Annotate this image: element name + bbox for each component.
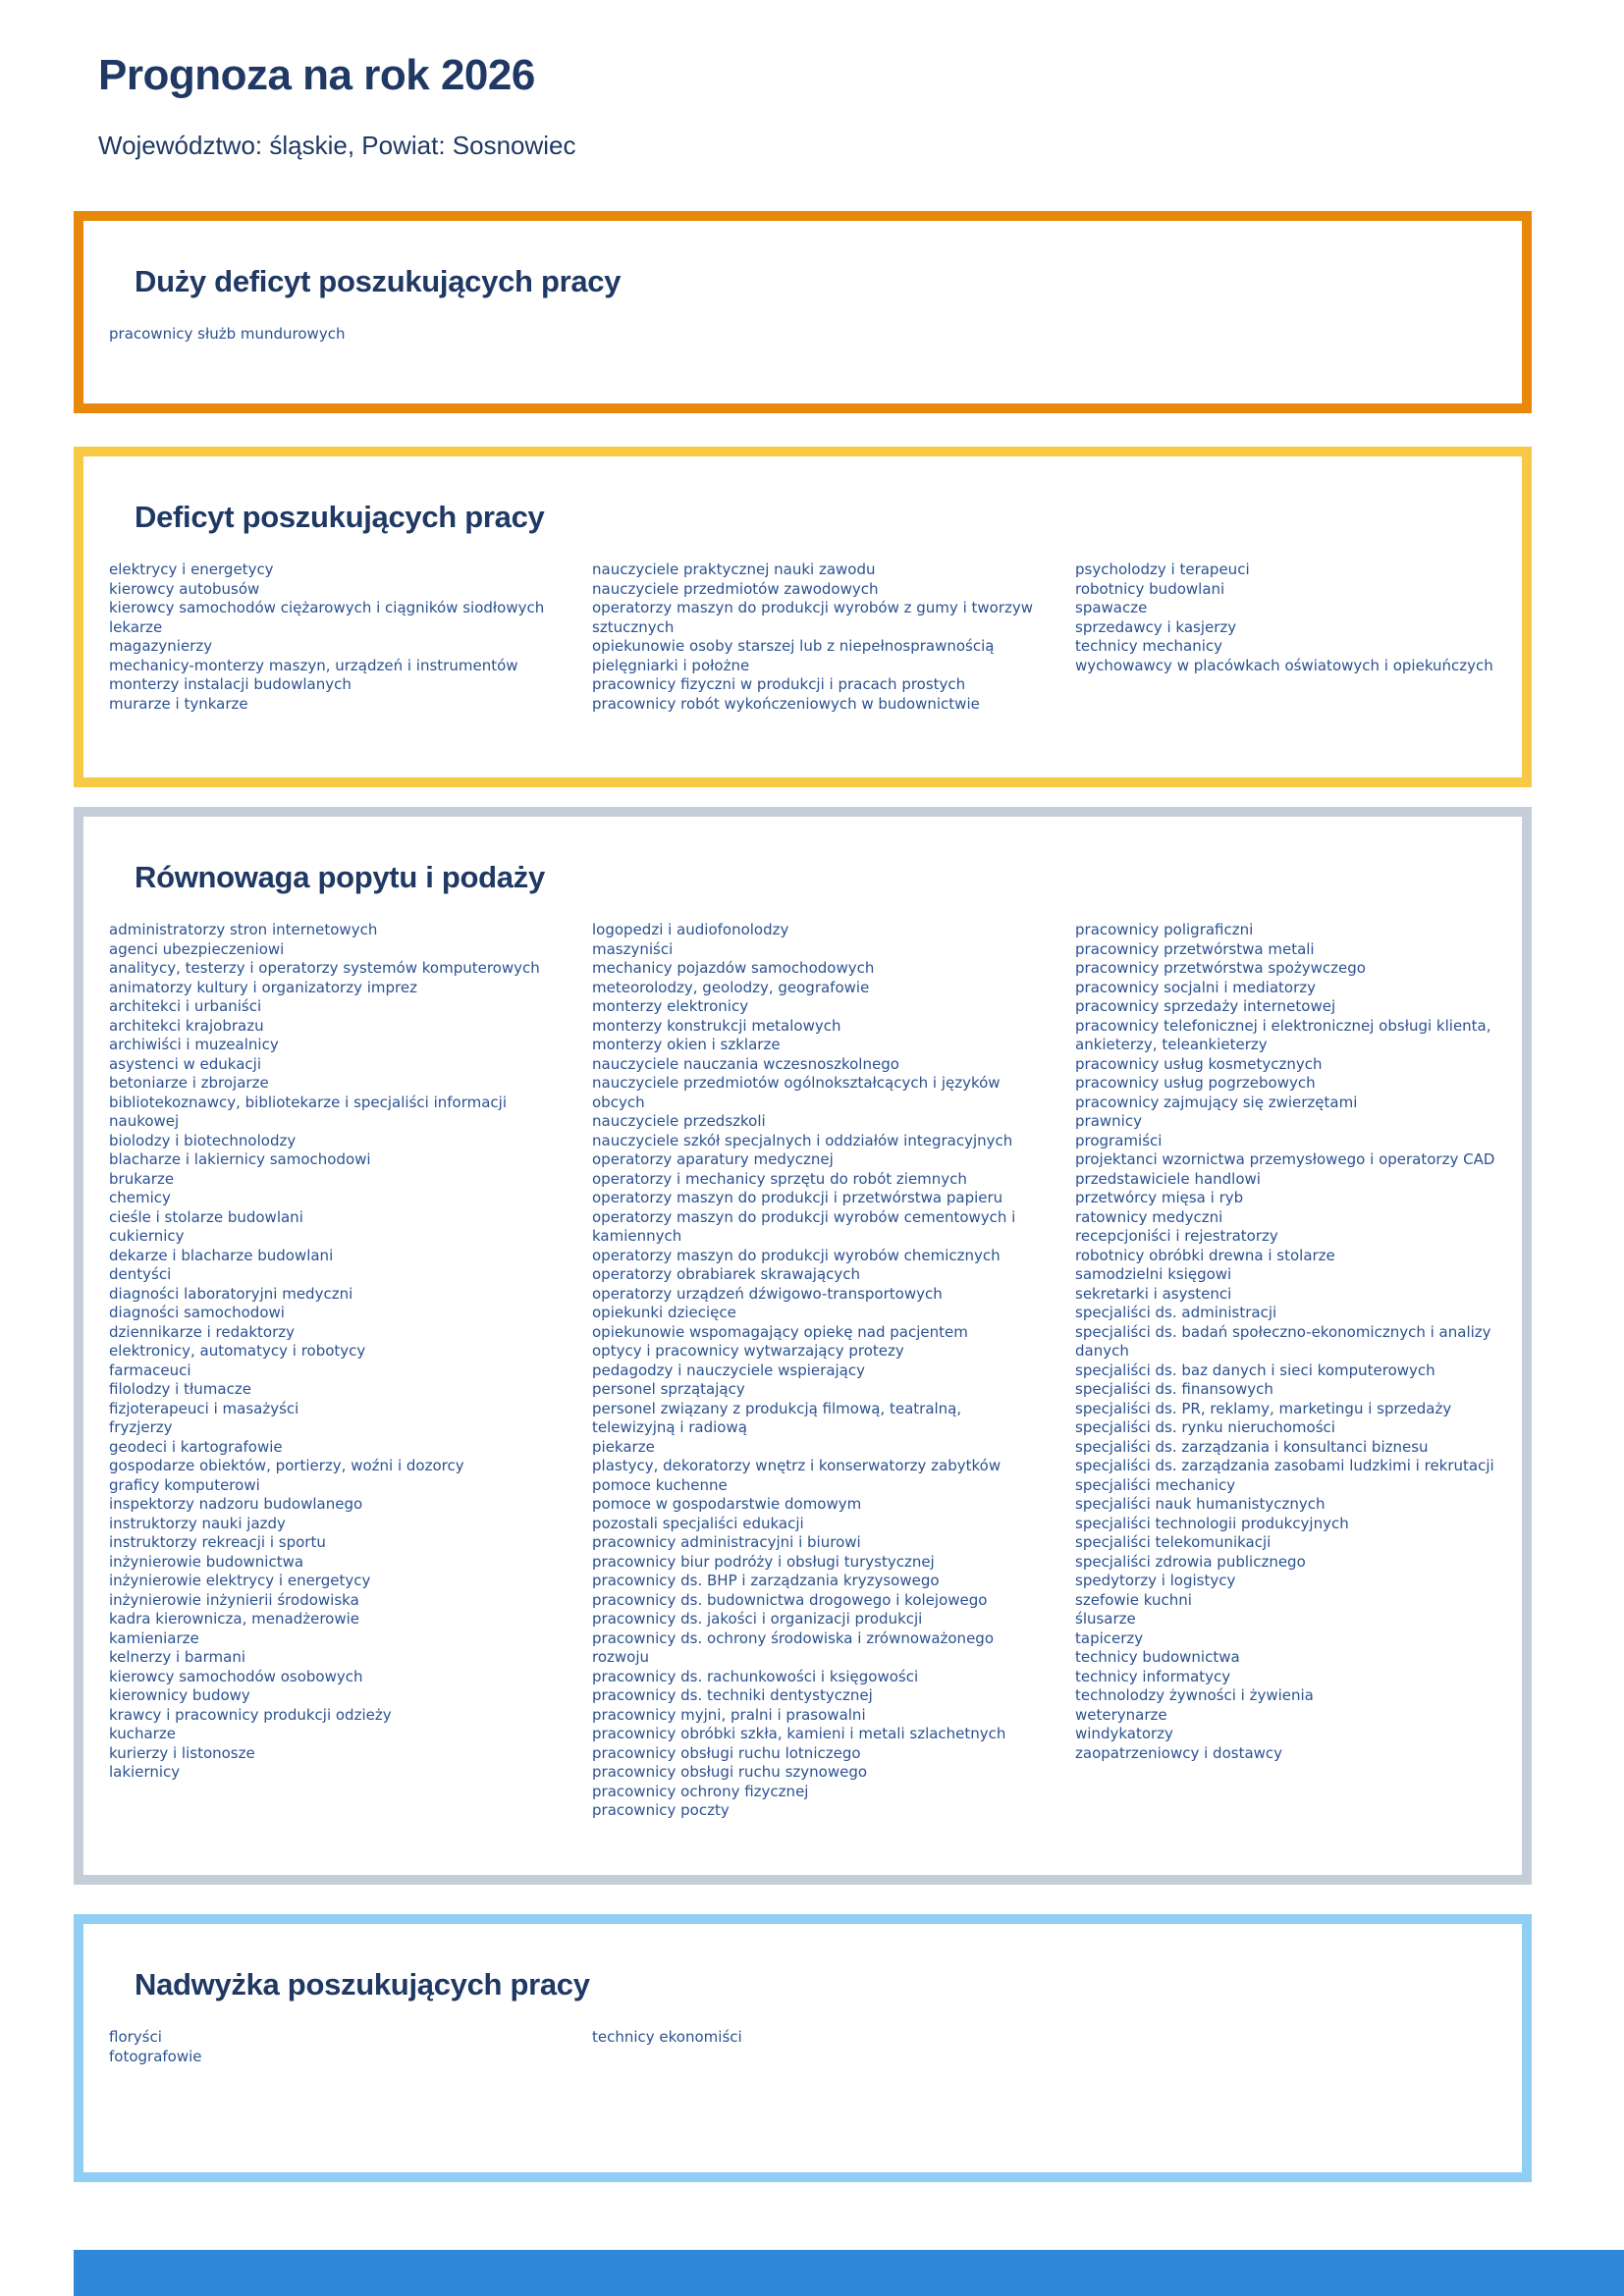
occupation-item: farmaceuci: [109, 1361, 191, 1379]
occupation-column: [592, 921, 1034, 1821]
occupation-item: kurierzy i listonosze: [109, 1743, 255, 1762]
occupation-item: nauczyciele szkół specjalnych i oddziałów integracyjnych: [592, 1131, 1013, 1149]
occupation-item: pracownicy usług kosmetycznych: [1075, 1054, 1323, 1073]
occupation-item: maszyniści: [592, 939, 674, 958]
occupation-column: [592, 2028, 1034, 2048]
occupation-item: pielęgniarki i położne: [592, 656, 750, 674]
occupation-column: [109, 561, 551, 714]
occupation-item: specjaliści nauk humanistycznych: [1075, 1495, 1326, 1513]
occupation-item: diagności samochodowi: [109, 1304, 285, 1321]
occupation-item: szefowie kuchni: [1075, 1590, 1192, 1609]
occupation-item: analitycy, testerzy i operatorzy systemów komputerowych: [109, 959, 540, 977]
occupation-item: optycy i pracownicy wytwarzający protezy: [592, 1342, 904, 1360]
occupation-item: pomoce w gospodarstwie domowym: [592, 1495, 862, 1513]
occupation-item: dziennikarze i redaktorzy: [109, 1322, 296, 1341]
section-large-deficit: [74, 211, 1532, 413]
occupation-item: pracownicy ds. BHP i zarządzania kryzysowego: [592, 1572, 940, 1589]
occupation-column: [109, 2028, 551, 2066]
occupation-item: wychowawcy w placówkach oświatowych i opiekuńczych: [1075, 656, 1493, 674]
occupation-item: pracownicy służb mundurowych: [109, 325, 346, 343]
occupation-item: pracownicy usług pogrzebowych: [1075, 1074, 1316, 1092]
occupation-item: filolodzy i tłumacze: [109, 1380, 251, 1398]
occupation-item: lakiernicy: [109, 1763, 181, 1781]
occupation-item: pracownicy ochrony fizycznej: [592, 1782, 809, 1800]
occupation-item: technolodzy żywności i żywienia: [1075, 1686, 1314, 1704]
occupation-item: logopedzi i audiofonolodzy: [592, 921, 789, 938]
occupation-item: pracownicy poligraficzni: [1075, 921, 1254, 938]
occupation-item: specjaliści telekomunikacji: [1075, 1533, 1272, 1551]
occupation-item: opiekunowie wspomagający opiekę nad pacjentem: [592, 1322, 968, 1341]
section-balance-title: Równowaga popytu i podaży: [135, 860, 545, 894]
occupation-item: sprzedawcy i kasjerzy: [1075, 617, 1237, 636]
occupation-item: technicy ekonomiści: [592, 2028, 742, 2046]
occupation-item: technicy mechanicy: [1075, 637, 1223, 655]
occupation-item: pracownicy administracyjni i biurowi: [592, 1533, 861, 1551]
occupation-item: brukarze: [109, 1169, 175, 1188]
section-surplus-columns: [109, 2028, 1496, 2066]
occupation-item: windykatorzy: [1075, 1725, 1173, 1742]
occupation-item: pracownicy obsługi ruchu lotniczego: [592, 1743, 861, 1762]
occupation-item: nauczyciele nauczania wczesnoszkolnego: [592, 1054, 899, 1073]
occupation-item: pracownicy ds. ochrony środowiska i zrównoważonego rozwoju: [592, 1629, 994, 1666]
occupation-item: cieśle i stolarze budowlani: [109, 1207, 303, 1226]
occupation-item: recepcjoniści i rejestratorzy: [1075, 1227, 1278, 1245]
occupation-item: monterzy instalacji budowlanych: [109, 675, 352, 693]
occupation-item: specjaliści ds. administracji: [1075, 1304, 1277, 1321]
occupation-item: pracownicy obróbki szkła, kamieni i metali szlachetnych: [592, 1725, 1006, 1742]
occupation-item: architekci krajobrazu: [109, 1016, 264, 1035]
occupation-item: prawnicy: [1075, 1112, 1142, 1130]
occupation-item: programiści: [1075, 1131, 1163, 1149]
occupation-item: elektrycy i energetycy: [109, 561, 274, 578]
occupation-column: [1075, 921, 1517, 1763]
occupation-column: [109, 921, 551, 1783]
occupation-item: psycholodzy i terapeuci: [1075, 561, 1250, 578]
occupation-item: nauczyciele przedmiotów zawodowych: [592, 579, 879, 598]
occupation-item: pracownicy ds. jakości i organizacji produkcji: [592, 1610, 923, 1628]
occupation-item: pracownicy zajmujący się zwierzętami: [1075, 1093, 1358, 1111]
occupation-item: meteorolodzy, geolodzy, geografowie: [592, 978, 870, 996]
occupation-item: pracownicy ds. budownictwa drogowego i kolejowego: [592, 1590, 988, 1609]
occupation-item: pracownicy biur podróży i obsługi turystycznej: [592, 1552, 935, 1571]
occupation-item: piekarze: [592, 1437, 655, 1456]
page-title: Prognoza na rok 2026: [98, 51, 535, 99]
occupation-item: robotnicy budowlani: [1075, 579, 1225, 598]
occupation-item: kamieniarze: [109, 1629, 199, 1647]
occupation-item: opiekunki dziecięce: [592, 1304, 736, 1321]
occupation-item: pracownicy robót wykończeniowych w budownictwie: [592, 694, 980, 713]
occupation-item: projektanci wzornictwa przemysłowego i operatorzy CAD: [1075, 1150, 1495, 1168]
occupation-item: animatorzy kultury i organizatorzy imprez: [109, 978, 417, 996]
occupation-item: kierowcy autobusów: [109, 579, 260, 598]
occupation-item: operatorzy i mechanicy sprzętu do robót ziemnych: [592, 1169, 967, 1188]
occupation-item: betoniarze i zbrojarze: [109, 1074, 269, 1092]
occupation-item: fotografowie: [109, 2047, 202, 2065]
section-balance-columns: [109, 921, 1496, 1821]
occupation-item: diagności laboratoryjni medyczni: [109, 1284, 353, 1303]
occupation-item: personel sprzątający: [592, 1380, 745, 1398]
occupation-item: cukiernicy: [109, 1227, 185, 1245]
occupation-item: pedagodzy i nauczyciele wspierający: [592, 1361, 865, 1379]
bottom-bar: [74, 2250, 1624, 2296]
occupation-item: spawacze: [1075, 599, 1148, 616]
occupation-item: operatorzy maszyn do produkcji wyrobów chemicznych: [592, 1246, 1001, 1264]
occupation-item: przetwórcy mięsa i ryb: [1075, 1189, 1244, 1206]
occupation-item: fryzjerzy: [109, 1418, 173, 1436]
occupation-item: pracownicy sprzedaży internetowej: [1075, 997, 1336, 1015]
occupation-item: pracownicy fizyczni w produkcji i pracach prostych: [592, 675, 966, 693]
section-deficit-columns: [109, 561, 1496, 714]
occupation-item: specjaliści ds. finansowych: [1075, 1380, 1273, 1398]
occupation-item: bibliotekoznawcy, bibliotekarze i specjaliści informacji naukowej: [109, 1093, 508, 1130]
occupation-item: archiwiści i muzealnicy: [109, 1036, 279, 1053]
occupation-item: tapicerzy: [1075, 1629, 1144, 1647]
occupation-item: spedytorzy i logistycy: [1075, 1572, 1236, 1589]
occupation-item: samodzielni księgowi: [1075, 1265, 1232, 1283]
occupation-item: nauczyciele przedszkoli: [592, 1112, 766, 1130]
occupation-item: dentyści: [109, 1265, 172, 1283]
occupation-item: ratownicy medyczni: [1075, 1207, 1223, 1226]
occupation-item: magazynierzy: [109, 637, 213, 655]
occupation-item: zaopatrzeniowcy i dostawcy: [1075, 1743, 1283, 1762]
section-large-deficit-columns: [109, 325, 1496, 345]
occupation-item: pracownicy socjalni i mediatorzy: [1075, 978, 1316, 996]
occupation-item: mechanicy pojazdów samochodowych: [592, 959, 875, 977]
section-large-deficit-title: Duży deficyt poszukujących pracy: [135, 264, 622, 298]
occupation-item: monterzy konstrukcji metalowych: [592, 1016, 841, 1035]
occupation-item: mechanicy-monterzy maszyn, urządzeń i instrumentów: [109, 656, 518, 674]
occupation-item: robotnicy obróbki drewna i stolarze: [1075, 1246, 1335, 1264]
occupation-item: gospodarze obiektów, portierzy, woźni i dozorcy: [109, 1457, 464, 1474]
occupation-item: specjaliści ds. zarządzania zasobami ludzkimi i rekrutacji: [1075, 1457, 1494, 1474]
occupation-item: elektronicy, automatycy i robotycy: [109, 1342, 366, 1360]
occupation-item: dekarze i blacharze budowlani: [109, 1246, 334, 1264]
section-surplus: [74, 1914, 1532, 2182]
occupation-item: floryści: [109, 2028, 162, 2046]
occupation-item: kierowcy samochodów osobowych: [109, 1667, 363, 1685]
occupation-item: pracownicy przetwórstwa metali: [1075, 939, 1315, 958]
occupation-item: specjaliści zdrowia publicznego: [1075, 1552, 1306, 1571]
occupation-item: fizjoterapeuci i masażyści: [109, 1399, 299, 1417]
occupation-item: murarze i tynkarze: [109, 694, 248, 713]
occupation-item: specjaliści technologii produkcyjnych: [1075, 1514, 1349, 1532]
section-surplus-title: Nadwyżka poszukujących pracy: [135, 1967, 590, 2002]
occupation-item: agenci ubezpieczeniowi: [109, 939, 285, 958]
section-deficit-title: Deficyt poszukujących pracy: [135, 500, 545, 534]
occupation-item: operatorzy maszyn do produkcji i przetwórstwa papieru: [592, 1189, 1003, 1206]
occupation-item: architekci i urbaniści: [109, 997, 262, 1015]
occupation-item: kierowcy samochodów ciężarowych i ciągników siodłowych: [109, 599, 545, 616]
occupation-item: nauczyciele przedmiotów ogólnokształcących i języków obcych: [592, 1074, 1001, 1111]
occupation-item: pracownicy ds. techniki dentystycznej: [592, 1686, 873, 1704]
occupation-item: specjaliści ds. PR, reklamy, marketingu i sprzedaży: [1075, 1399, 1452, 1417]
occupation-item: sekretarki i asystenci: [1075, 1284, 1232, 1303]
occupation-item: specjaliści ds. zarządzania i konsultanci biznesu: [1075, 1437, 1429, 1456]
occupation-item: operatorzy aparatury medycznej: [592, 1150, 834, 1168]
occupation-item: biolodzy i biotechnolodzy: [109, 1131, 297, 1149]
occupation-item: kucharze: [109, 1725, 176, 1742]
occupation-item: monterzy elektronicy: [592, 997, 749, 1015]
occupation-item: kelnerzy i barmani: [109, 1648, 245, 1666]
occupation-item: monterzy okien i szklarze: [592, 1036, 781, 1053]
occupation-item: instruktorzy nauki jazdy: [109, 1514, 286, 1532]
occupation-item: ślusarze: [1075, 1610, 1136, 1628]
occupation-item: operatorzy maszyn do produkcji wyrobów z gumy i tworzyw sztucznych: [592, 599, 1034, 636]
occupation-column: [1075, 561, 1517, 675]
occupation-item: geodeci i kartografowie: [109, 1437, 283, 1456]
occupation-item: operatorzy maszyn do produkcji wyrobów cementowych i kamiennych: [592, 1207, 1016, 1245]
occupation-item: kierownicy budowy: [109, 1686, 250, 1704]
occupation-item: kadra kierownicza, menadżerowie: [109, 1610, 359, 1628]
occupation-item: pomoce kuchenne: [592, 1475, 728, 1494]
occupation-item: przedstawiciele handlowi: [1075, 1169, 1261, 1188]
page-subtitle: Województwo: śląskie, Powiat: Sosnowiec: [98, 131, 576, 160]
occupation-item: pozostali specjaliści edukacji: [592, 1514, 804, 1532]
occupation-item: inżynierowie elektrycy i energetycy: [109, 1572, 371, 1589]
occupation-item: inspektorzy nadzoru budowlanego: [109, 1495, 363, 1513]
occupation-item: operatorzy urządzeń dźwigowo-transportowych: [592, 1284, 943, 1303]
occupation-item: graficy komputerowi: [109, 1475, 260, 1494]
section-balance: [74, 807, 1532, 1885]
occupation-item: weterynarze: [1075, 1705, 1167, 1724]
occupation-item: inżynierowie inżynierii środowiska: [109, 1590, 359, 1609]
occupation-item: inżynierowie budownictwa: [109, 1552, 304, 1571]
occupation-item: pracownicy ds. rachunkowości i księgowości: [592, 1667, 919, 1685]
occupation-item: pracownicy obsługi ruchu szynowego: [592, 1763, 868, 1781]
occupation-item: asystenci w edukacji: [109, 1054, 261, 1073]
occupation-item: krawcy i pracownicy produkcji odzieży: [109, 1705, 392, 1724]
occupation-item: pracownicy przetwórstwa spożywczego: [1075, 959, 1366, 977]
occupation-item: nauczyciele praktycznej nauki zawodu: [592, 561, 876, 578]
occupation-item: lekarze: [109, 617, 163, 636]
occupation-item: administratorzy stron internetowych: [109, 921, 378, 938]
occupation-item: plastycy, dekoratorzy wnętrz i konserwatorzy zabytków: [592, 1457, 1001, 1474]
occupation-item: pracownicy poczty: [592, 1801, 730, 1819]
section-deficit: [74, 447, 1532, 787]
occupation-column: [592, 561, 1034, 714]
occupation-item: personel związany z produkcją filmową, teatralną, telewizyjną i radiową: [592, 1399, 962, 1436]
occupation-column: [109, 325, 551, 345]
occupation-item: operatorzy obrabiarek skrawających: [592, 1265, 861, 1283]
occupation-item: instruktorzy rekreacji i sportu: [109, 1533, 326, 1551]
occupation-item: specjaliści ds. badań społeczno-ekonomicznych i analizy danych: [1075, 1322, 1491, 1360]
occupation-item: chemicy: [109, 1189, 171, 1206]
occupation-item: specjaliści ds. rynku nieruchomości: [1075, 1418, 1335, 1436]
occupation-item: specjaliści mechanicy: [1075, 1475, 1236, 1494]
occupation-item: opiekunowie osoby starszej lub z niepełnosprawnością: [592, 637, 995, 655]
occupation-item: blacharze i lakiernicy samochodowi: [109, 1150, 371, 1168]
occupation-item: specjaliści ds. baz danych i sieci komputerowych: [1075, 1361, 1435, 1379]
occupation-item: technicy informatycy: [1075, 1667, 1231, 1685]
occupation-item: pracownicy telefonicznej i elektronicznej obsługi klienta, ankieterzy, teleankieterzy: [1075, 1016, 1491, 1053]
occupation-item: pracownicy myjni, pralni i prasowalni: [592, 1705, 866, 1724]
occupation-item: technicy budownictwa: [1075, 1648, 1240, 1666]
